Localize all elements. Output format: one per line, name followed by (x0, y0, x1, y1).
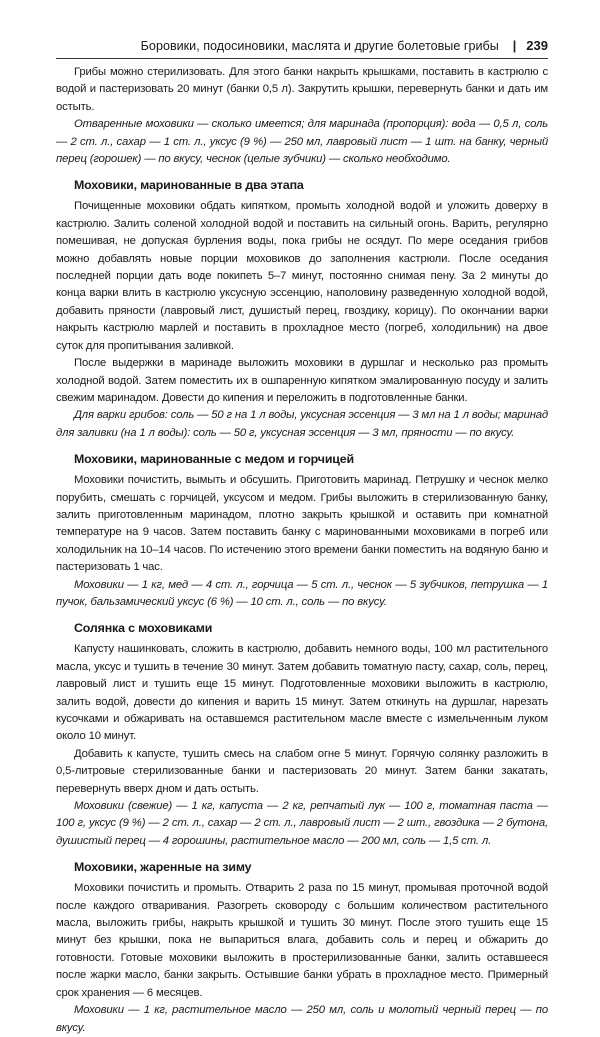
body-paragraph: Капусту нашинковать, сложить в кастрюлю, добавить немного воды, 100 мл растительного масла, уксус и тушить в течение 30 минут. Затем добавить томатную пасту, сахар, соль, перец, лавровый лист и тушить еще 15 минут. Подготовленные моховики выложить в кастрюлю, залить водой, довести до кипения и варить 15 минут. Затем откинуть на дуршлаг, нарезать кусочками и обжаривать на оставшемся растительном масле вместе с измельченным луком около 10 минут. (56, 643, 548, 743)
recipe-title: Солянка с моховиками (74, 621, 213, 636)
page-content (56, 64, 548, 1037)
header-separator: | (512, 39, 517, 53)
running-header (141, 38, 548, 54)
ingredients-list: Моховики — 1 кг, растительное масло — 250 мл, соль и молотый черный перец — по вкусу. (56, 1004, 548, 1034)
header-rule (56, 58, 548, 59)
intro-section (56, 64, 548, 168)
page-number: 239 (526, 38, 548, 53)
running-title: Боровики, подосиновики, маслята и другие болетовые грибы (140, 39, 499, 53)
ingredients-list: Отваренные моховики — сколько имеется; для маринада (пропорция): вода — 0,5 л, соль — 2 ст. л., сахар — 1 ст. л., уксус (9 %) — 250 мл, лавровый лист — 1 шт. на банку, черный перец (горошек) — по вкусу, чеснок (целые зубчики) — сколько необходимо. (56, 118, 548, 166)
body-paragraph: Почищенные моховики обдать кипятком, промыть холодной водой и уложить доверху в кастрюлю. Залить соленой холодной водой и поставить на сильный огонь. Варить, регулярно помешивая, не допуская бурления воды, пока грибы не осядут. По мере оседания грибов можно добавлять новые порции моховиков до заполнения кастрюли. После оседания последней порции дать воде покипеть 5–7 минут, постоянно снимая пену. За 2 минуты до конца варки влить в кастрюлю уксусную эссенцию, наполовину разведенную холодной водой, добавить пряности (лавровый лист, душистый перец, гвоздику, корицу). По окончании варки накрыть кастрюлю марлей и поставить в прохладное место (погреб, холодильник) на двое суток для пропитывания заливкой. (56, 200, 548, 352)
body-paragraph: Добавить к капусте, тушить смесь на слабом огне 5 минут. Горячую солянку разложить в 0,5-литровые стерилизованные банки и пастеризовать 20 минут. Затем банки закатать, перевернуть вверх дном и дать остыть. (56, 747, 548, 795)
body-paragraph: Моховики почистить, вымыть и обсушить. Приготовить маринад. Петрушку и чеснок мелко порубить, смешать с горчицей, уксусом и медом. Грибы выложить в стерилизованную банку, залить приготовленным маринадом, плотно закрыть крышкой и оставить при комнатной температуре на 9 часов. Затем поставить банку с маринованными моховиками в погреб или холодильник на 10–14 часов. По истечению этого времени банки поместить на водяную баню и пастеризовать 1 час. (56, 474, 548, 574)
recipe-section (56, 619, 548, 850)
recipe-section (56, 176, 548, 442)
body-paragraph: После выдержки в маринаде выложить моховики в дуршлаг и несколько раз промыть холодной водой. Затем поместить их в ошпаренную кипятком эмалированную посуду и залить свежим маринадом. Довести до кипения и переложить в подготовленные банки. (56, 357, 548, 404)
recipe-title: Моховики, маринованные в два этапа (74, 178, 304, 193)
body-paragraph: Моховики почистить и промыть. Отварить 2 раза по 15 минут, промывая проточной водой после каждого отваривания. Разогреть сковороду с большим количеством растительного масла, выложить грибы, накрыть крышкой и тушить 30 минут. После этого тушить еще 15 минут без крышки, пока не выпариться влага, добавить соль и перец и обжарить до готовности. Готовые моховики выложить в простерилизованные банки, залить оставшееся после жарки масло, банки закрыть. Остывшие банки убрать в прохладное место. Примерный срок хранения — 6 месяцев. (56, 882, 548, 999)
ingredients-list: Моховики — 1 кг, мед — 4 ст. л., горчица — 5 ст. л., чеснок — 5 зубчиков, петрушка — 1 пучок, бальзамический уксус (6 %) — 10 ст. л., соль — по вкусу. (56, 578, 548, 608)
recipe-section (56, 858, 548, 1037)
ingredients-list: Для варки грибов: соль — 50 г на 1 л воды, уксусная эссенция — 3 мл на 1 л воды; маринад для заливки (на 1 л воды): соль — 50 г, уксусная эссенция — 3 мл, пряности — по вкусу. (56, 409, 548, 439)
recipe-section (56, 450, 548, 611)
recipe-title: Моховики, жаренные на зиму (74, 860, 252, 875)
body-paragraph: Грибы можно стерилизовать. Для этого банки накрыть крышками, поставить в кастрюлю с водой и пастеризовать 20 минут (банки 0,5 л). Закрутить крышки, перевернуть банки и дать им остыть. (56, 66, 548, 113)
ingredients-list: Моховики (свежие) — 1 кг, капуста — 2 кг, репчатый лук — 100 г, томатная паста — 100 г, уксус (9 %) — 2 ст. л., сахар — 2 ст. л., лавровый лист — 2 шт., гвоздика — 2 бутона, душистый перец — 4 горошины, растительное масло — 200 мл, соль — 1,5 ст. л. (56, 800, 548, 847)
recipe-title: Моховики, маринованные с медом и горчицей (74, 452, 354, 467)
